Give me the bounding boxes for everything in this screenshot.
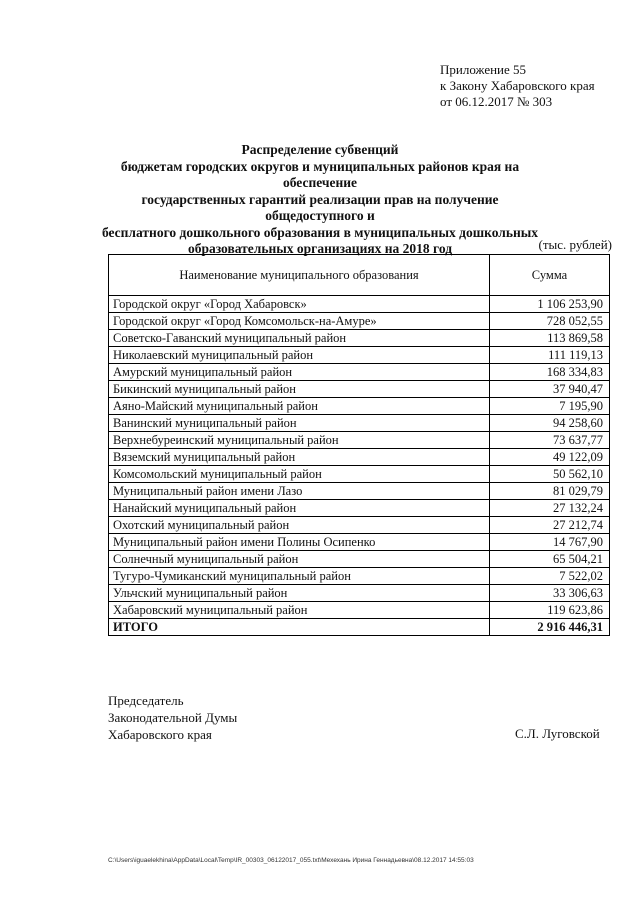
row-sum: 119 623,86 (490, 602, 610, 619)
row-name: Николаевский муниципальный район (109, 347, 490, 364)
row-sum: 7 522,02 (490, 568, 610, 585)
table-row (109, 381, 610, 398)
row-name: Советско-Гаванский муниципальный район (109, 330, 490, 347)
row-sum: 27 132,24 (490, 500, 610, 517)
appendix-number: Приложение 55 (440, 62, 527, 77)
row-sum: 50 562,10 (490, 466, 610, 483)
table-row (109, 602, 610, 619)
table-row (109, 296, 610, 313)
appendix-law: к Закону Хабаровского края (440, 78, 595, 93)
title-line-4: бесплатного дошкольного образования в муниципальных дошкольных (101, 224, 539, 240)
signer-position-2: Законодательной Думы (108, 710, 238, 725)
row-name: Тугуро-Чумиканский муниципальный район (109, 568, 490, 585)
row-sum: 37 940,47 (490, 381, 610, 398)
units-label: (тыс. рублей) (538, 237, 612, 252)
header-name: Наименование муниципального образования (109, 255, 490, 296)
total-label: ИТОГО (109, 619, 490, 636)
table-row (109, 415, 610, 432)
row-sum: 73 637,77 (490, 432, 610, 449)
row-name: Верхнебуреинский муниципальный район (109, 432, 490, 449)
total-row (109, 619, 610, 636)
row-sum: 33 306,63 (490, 585, 610, 602)
table-row (109, 313, 610, 330)
title-line-5: образовательных организациях на 2018 год (187, 241, 453, 256)
row-sum: 7 195,90 (490, 398, 610, 415)
table-row (109, 500, 610, 517)
total-sum: 2 916 446,31 (490, 619, 610, 636)
row-sum: 1 106 253,90 (490, 296, 610, 313)
row-sum: 81 029,79 (490, 483, 610, 500)
distribution-table (108, 254, 610, 636)
row-sum: 113 869,58 (490, 330, 610, 347)
table-row (109, 466, 610, 483)
row-name: Вяземский муниципальный район (109, 449, 490, 466)
table-body (109, 296, 610, 636)
file-path-footer: C:\Users\iguaelekhina\AppData\Local\Temp\IR_00303_06122017_055.txt\Мехехань Ирина Геннадьевна\08.12.2017 14:55:03 (108, 857, 474, 864)
table-row (109, 517, 610, 534)
table-row (109, 568, 610, 585)
table-row (109, 347, 610, 364)
document-title (100, 142, 540, 258)
table-row (109, 551, 610, 568)
title-line-2: бюджетам городских округов и муниципальных районов края на обеспечение (120, 158, 520, 190)
appendix-date: от 06.12.2017 № 303 (440, 94, 553, 109)
table-row (109, 364, 610, 381)
row-name: Муниципальный район имени Лазо (109, 483, 490, 500)
row-name: Городской округ «Город Комсомольск-на-Амуре» (109, 313, 490, 330)
row-sum: 27 212,74 (490, 517, 610, 534)
title-line-3: государственных гарантий реализации прав на получение общедоступного и (141, 191, 499, 223)
table-row (109, 483, 610, 500)
row-name: Хабаровский муниципальный район (109, 602, 490, 619)
row-sum: 49 122,09 (490, 449, 610, 466)
row-name: Нанайский муниципальный район (109, 500, 490, 517)
row-name: Ульчский муниципальный район (109, 585, 490, 602)
table-row (109, 432, 610, 449)
row-sum: 168 334,83 (490, 364, 610, 381)
table-header-row (109, 255, 610, 296)
row-name: Охотский муниципальный район (109, 517, 490, 534)
signer-position-1: Председатель (108, 693, 184, 708)
signer-position-3: Хабаровского края (108, 727, 212, 742)
table-row (109, 398, 610, 415)
row-sum: 111 119,13 (490, 347, 610, 364)
row-sum: 94 258,60 (490, 415, 610, 432)
row-name: Аяно-Майский муниципальный район (109, 398, 490, 415)
header-sum: Сумма (490, 255, 610, 296)
signer-name: С.Л. Луговской (515, 726, 600, 741)
row-name: Бикинский муниципальный район (109, 381, 490, 398)
row-name: Ванинский муниципальный район (109, 415, 490, 432)
row-name: Муниципальный район имени Полины Осипенко (109, 534, 490, 551)
row-name: Городской округ «Город Хабаровск» (109, 296, 490, 313)
table-row (109, 330, 610, 347)
row-sum: 65 504,21 (490, 551, 610, 568)
row-sum: 14 767,90 (490, 534, 610, 551)
table-row (109, 449, 610, 466)
row-sum: 728 052,55 (490, 313, 610, 330)
table-row (109, 534, 610, 551)
title-line-1: Распределение субвенций (241, 142, 399, 157)
signature-block (108, 692, 237, 743)
row-name: Амурский муниципальный район (109, 364, 490, 381)
row-name: Комсомольский муниципальный район (109, 466, 490, 483)
row-name: Солнечный муниципальный район (109, 551, 490, 568)
table-row (109, 585, 610, 602)
appendix-header (440, 62, 595, 110)
